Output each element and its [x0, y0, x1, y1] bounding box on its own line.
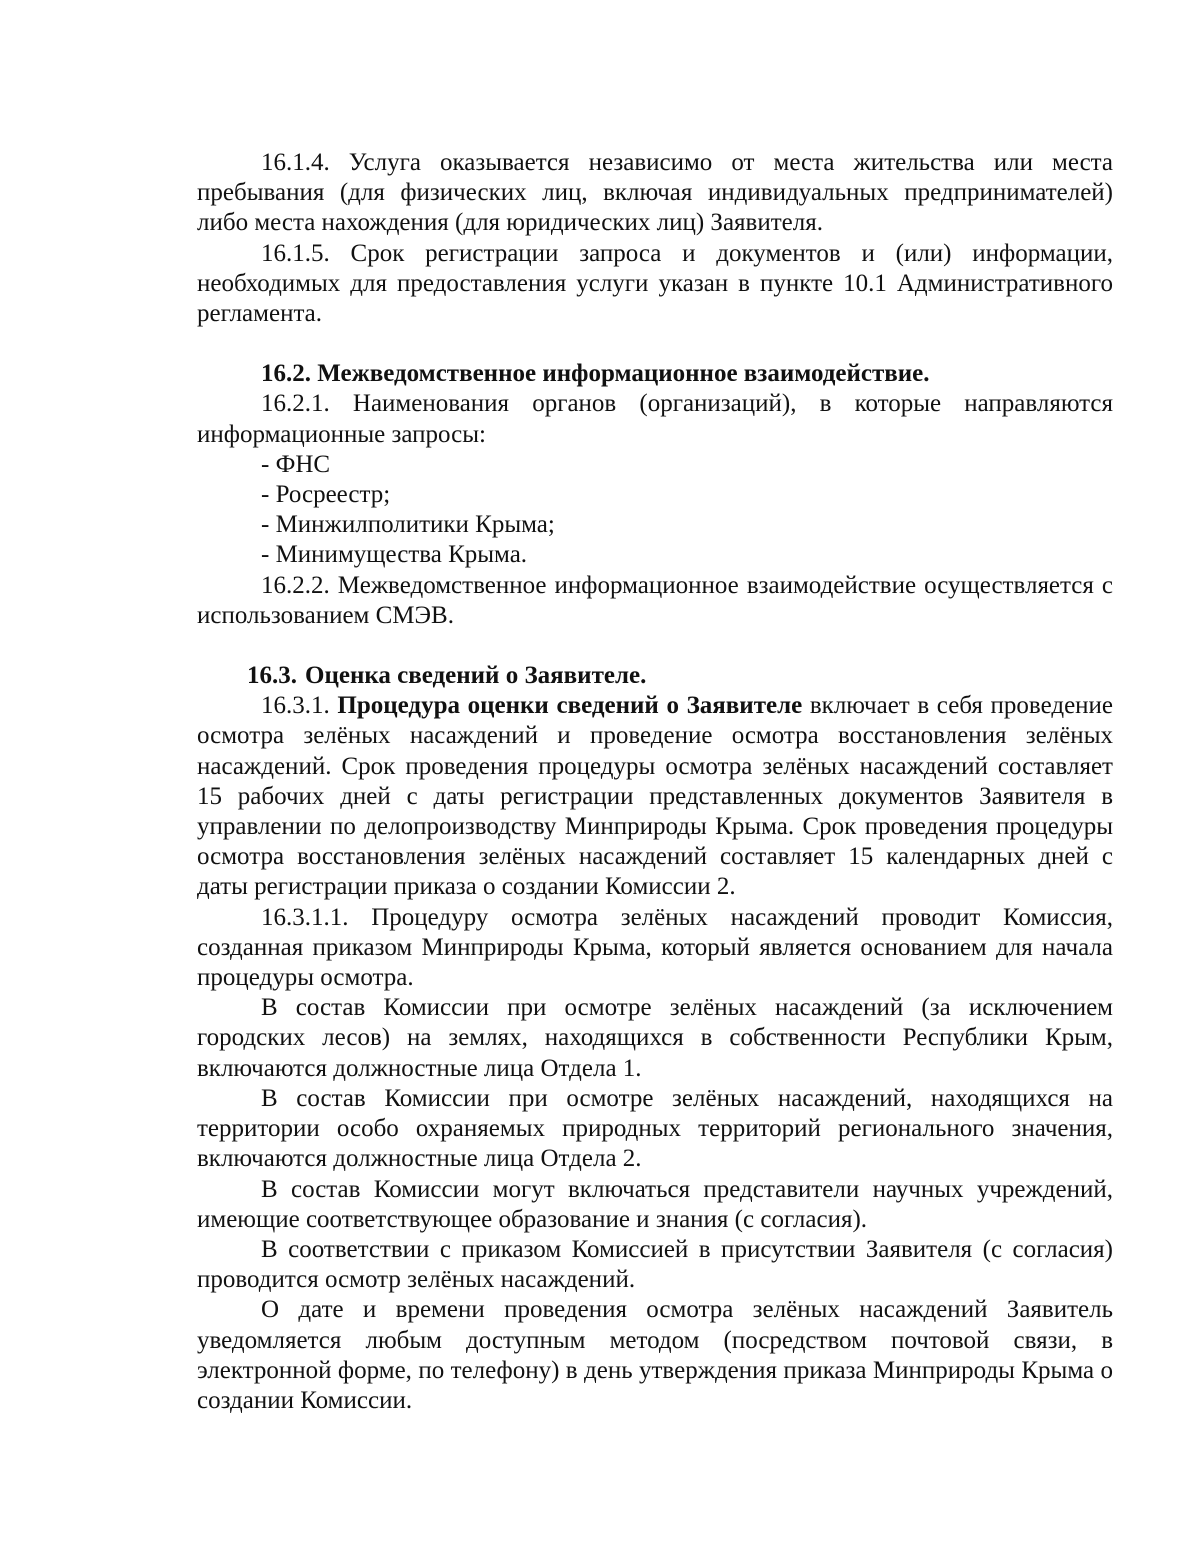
list-item-agency: - Минжилполитики Крыма;: [261, 511, 555, 539]
paragraph-16-3-1-number: 16.3.1.: [261, 692, 330, 720]
section-gap: [197, 329, 1113, 359]
heading-16-3-number: 16.3.: [247, 662, 297, 690]
paragraph-commission-1: В состав Комиссии при осмотре зелёных насаждений (за исключением городских лесов) на землях, находящихся в собственности Республики Крым, включаются должностные лица Отдела 1.: [197, 994, 1113, 1082]
list-item-agency: - Минимущества Крыма.: [261, 541, 528, 569]
heading-16-2: 16.2. Межведомственное информационное взаимодействие.: [261, 360, 930, 388]
paragraph-16-3-1-bold-term: Процедура оценки сведений о Заявителе: [337, 692, 803, 720]
paragraph-16-1-5: 16.1.5. Срок регистрации запроса и документов и (или) информации, необходимых для предоставления услуги указан в пункте 10.1 Административного регламента.: [197, 239, 1113, 328]
document-body: [197, 148, 1113, 1416]
heading-16-3-title: Оценка сведений о Заявителе.: [305, 662, 647, 690]
paragraph-inspection: В соответствии с приказом Комиссией в присутствии Заявителя (с согласия) проводится осмотр зелёных насаждений.: [197, 1235, 1113, 1294]
list-item-agency: - ФНС: [261, 450, 331, 478]
paragraph-16-3-1: [197, 691, 1113, 902]
paragraph-commission-2: В состав Комиссии при осмотре зелёных насаждений, находящихся на территории особо охраняемых природных территорий регионального значения, включаются должностные лица Отдела 2.: [197, 1084, 1113, 1173]
paragraph-notification: О дате и времени проведения осмотра зелёных насаждений Заявитель уведомляется любым доступным методом (посредством почтовой связи, в электронной форме, по телефону) в день утверждения приказа Минприроды Крыма о создании Комиссии.: [197, 1296, 1113, 1414]
paragraph-16-3-1-text: включает в себя проведение осмотра зелёных насаждений и проведение осмотра восстановления зелёных насаждений. Срок проведения процедуры осмотра зелёных насаждений составляет 15 рабочих дней с даты регистрации представленных документов Заявителя в управлении по делопроизводству Минприроды Крыма. Срок проведения процедуры осмотра восстановления зелёных насаждений составляет 15 календарных дней с даты регистрации приказа о создании Комиссии 2.: [197, 692, 1114, 901]
list-item-agency: - Росреестр;: [261, 481, 391, 509]
paragraph-16-3-1-1: 16.3.1.1. Процедуру осмотра зелёных насаждений проводит Комиссия, созданная приказом Минприроды Крыма, который является основанием для начала процедуры осмотра.: [197, 903, 1113, 992]
paragraph-16-2-2: 16.2.2. Межведомственное информационное взаимодействие осуществляется с использованием СМЭВ.: [197, 571, 1113, 629]
paragraph-16-2-1: 16.2.1. Наименования органов (организаций), в которые направляются информационные запросы:: [197, 390, 1113, 448]
section-gap: [197, 631, 1113, 661]
paragraph-commission-3: В состав Комиссии могут включаться представители научных учреждений, имеющие соответствующее образование и знания (с согласия).: [197, 1175, 1113, 1233]
paragraph-16-1-4: 16.1.4. Услуга оказывается независимо от места жительства или места пребывания (для физических лиц, включая индивидуальных предпринимателей) либо места нахождения (для юридических лиц) Заявителя.: [197, 149, 1113, 237]
heading-16-3: [197, 661, 1113, 691]
